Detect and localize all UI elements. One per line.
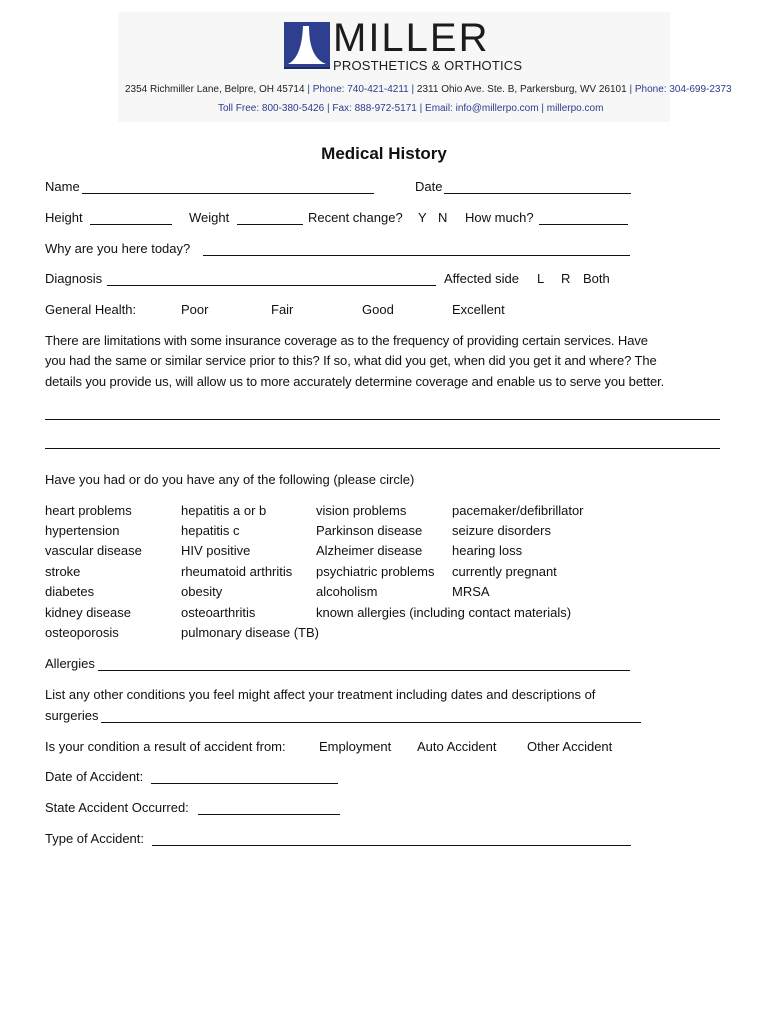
surgeries-field[interactable] bbox=[101, 722, 641, 723]
recent-change-label: Recent change? bbox=[308, 210, 403, 225]
brand-tagline: PROSTHETICS & ORTHOTICS bbox=[333, 58, 523, 73]
diagnosis-label: Diagnosis bbox=[45, 271, 103, 286]
contact-line-1: 2354 Richmiller Lane, Belpre, OH 45714 | Phone: 740-421-4211 | 2311 Ohio Ave. Ste. B, Parkersburg, WV 26101 | Phone: 304-699-2373 bbox=[125, 84, 732, 95]
accident-question: Is your condition a result of accident from: bbox=[45, 739, 286, 754]
accident-type-field[interactable] bbox=[152, 845, 631, 846]
condition-item[interactable]: stroke bbox=[45, 564, 81, 579]
condition-item[interactable]: osteoporosis bbox=[45, 625, 119, 640]
page-title: Medical History bbox=[321, 144, 447, 163]
condition-item[interactable]: Parkinson disease bbox=[316, 523, 423, 538]
weight-field[interactable] bbox=[237, 224, 303, 225]
condition-item[interactable]: rheumatoid arthritis bbox=[181, 564, 293, 579]
accident-other[interactable]: Other Accident bbox=[527, 739, 613, 754]
how-much-field[interactable] bbox=[539, 224, 628, 225]
accident-state-field[interactable] bbox=[198, 814, 340, 815]
condition-item[interactable]: HIV positive bbox=[181, 543, 251, 558]
health-excellent[interactable]: Excellent bbox=[452, 302, 505, 317]
condition-item[interactable]: hypertension bbox=[45, 523, 120, 538]
insurance-paragraph-line-3: details you provide us, will allow us to more accurately determine coverage and enable us to serve you better. bbox=[45, 374, 665, 389]
condition-item[interactable]: MRSA bbox=[452, 584, 490, 599]
condition-item[interactable]: hepatitis c bbox=[181, 523, 240, 538]
accident-auto[interactable]: Auto Accident bbox=[417, 739, 497, 754]
affected-side-right[interactable]: R bbox=[561, 271, 571, 286]
allergies-field[interactable] bbox=[98, 670, 630, 671]
recent-change-yes[interactable]: Y bbox=[418, 210, 427, 225]
affected-side-label: Affected side bbox=[444, 271, 519, 286]
health-fair[interactable]: Fair bbox=[271, 302, 294, 317]
condition-item[interactable]: vision problems bbox=[316, 503, 407, 518]
height-label: Height bbox=[45, 210, 83, 225]
accident-employment[interactable]: Employment bbox=[319, 739, 392, 754]
condition-item[interactable]: currently pregnant bbox=[452, 564, 557, 579]
condition-item[interactable]: hearing loss bbox=[452, 543, 523, 558]
date-field[interactable] bbox=[444, 193, 631, 194]
why-here-field[interactable] bbox=[203, 255, 630, 256]
other-conditions-label: List any other conditions you feel might affect your treatment including dates and descriptions of bbox=[45, 687, 596, 702]
condition-item[interactable]: heart problems bbox=[45, 503, 132, 518]
height-field[interactable] bbox=[90, 224, 172, 225]
name-label: Name bbox=[45, 179, 80, 194]
condition-item[interactable]: known allergies (including contact materials) bbox=[316, 605, 572, 620]
condition-item[interactable]: hepatitis a or b bbox=[181, 503, 267, 518]
accident-state-label: State Accident Occurred: bbox=[45, 800, 189, 815]
condition-item[interactable]: osteoarthritis bbox=[181, 605, 256, 620]
recent-change-no[interactable]: N bbox=[438, 210, 448, 225]
condition-item[interactable]: kidney disease bbox=[45, 605, 131, 620]
miller-logo-icon bbox=[282, 20, 332, 70]
condition-item[interactable]: pacemaker/defibrillator bbox=[452, 503, 584, 518]
insurance-paragraph-line-2: you had the same or similar service prior to this? If so, what did you get, when did you get it and where? The bbox=[45, 353, 657, 368]
condition-item[interactable]: diabetes bbox=[45, 584, 95, 599]
condition-item[interactable]: psychiatric problems bbox=[316, 564, 435, 579]
diagnosis-field[interactable] bbox=[107, 285, 436, 286]
brand-name: MILLER bbox=[333, 16, 490, 60]
accident-type-label: Type of Accident: bbox=[45, 831, 145, 846]
why-here-label: Why are you here today? bbox=[45, 241, 191, 256]
condition-item[interactable]: pulmonary disease (TB) bbox=[181, 625, 319, 640]
general-health-label: General Health: bbox=[45, 302, 137, 317]
how-much-label: How much? bbox=[465, 210, 534, 225]
condition-item[interactable]: vascular disease bbox=[45, 543, 142, 558]
name-field[interactable] bbox=[82, 193, 374, 194]
condition-item[interactable]: Alzheimer disease bbox=[316, 543, 423, 558]
health-poor[interactable]: Poor bbox=[181, 302, 209, 317]
surgeries-label: surgeries bbox=[45, 708, 99, 723]
health-good[interactable]: Good bbox=[362, 302, 394, 317]
weight-label: Weight bbox=[189, 210, 230, 225]
prior-service-line-1[interactable] bbox=[45, 419, 720, 420]
prior-service-line-2[interactable] bbox=[45, 448, 720, 449]
condition-item[interactable]: obesity bbox=[181, 584, 223, 599]
accident-date-label: Date of Accident: bbox=[45, 769, 144, 784]
affected-side-both[interactable]: Both bbox=[583, 271, 610, 286]
insurance-paragraph-line-1: There are limitations with some insurance coverage as to the frequency of providing certain services. Have bbox=[45, 333, 648, 348]
contact-line-2: Toll Free: 800-380-5426 | Fax: 888-972-5171 | Email: info@millerpo.com | millerpo.com bbox=[218, 103, 604, 114]
condition-item[interactable]: seizure disorders bbox=[452, 523, 551, 538]
accident-date-field[interactable] bbox=[151, 783, 338, 784]
conditions-prompt: Have you had or do you have any of the following (please circle) bbox=[45, 472, 415, 487]
date-label: Date bbox=[415, 179, 443, 194]
affected-side-left[interactable]: L bbox=[537, 271, 545, 286]
condition-item[interactable]: alcoholism bbox=[316, 584, 378, 599]
allergies-label: Allergies bbox=[45, 656, 95, 671]
